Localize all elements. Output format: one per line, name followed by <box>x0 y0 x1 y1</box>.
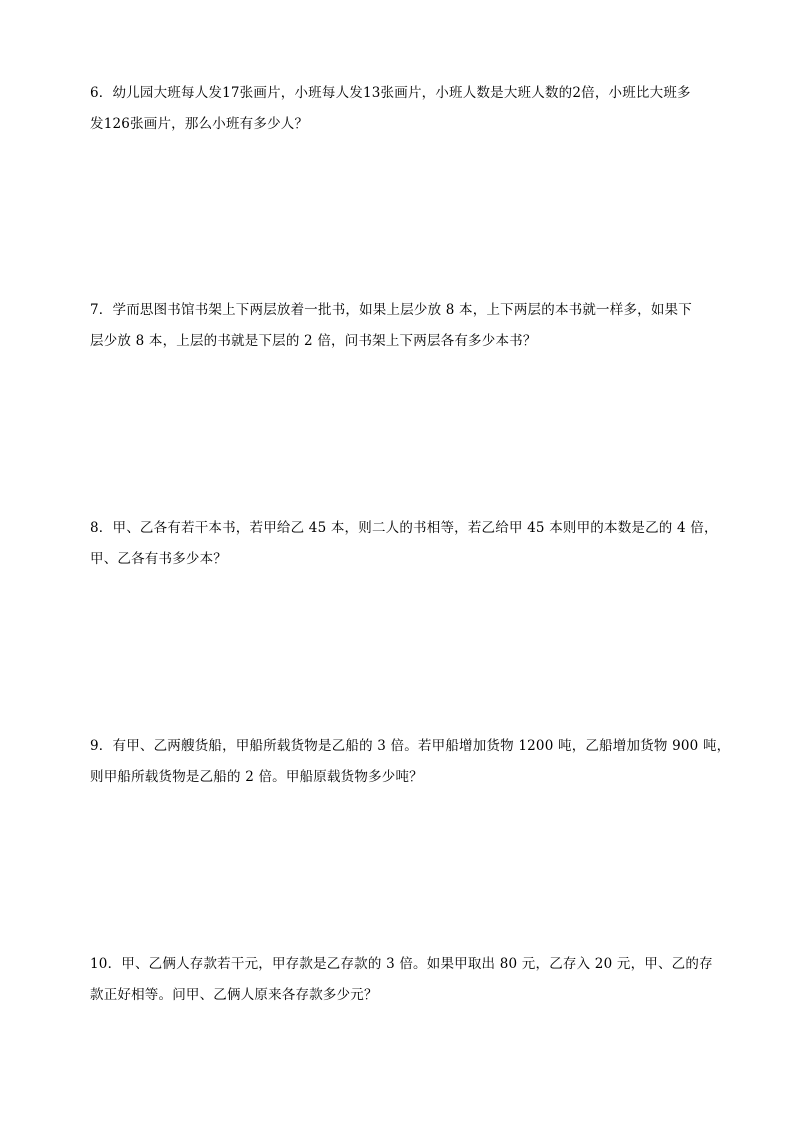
question-8-line-1: 8．甲、乙各有若干本书，若甲给乙 45 本，则二人的书相等，若乙给甲 45 本则甲的本数是乙的 4 倍， <box>90 520 718 536</box>
question-6 <box>90 78 720 140</box>
question-6-line-2: 发126张画片，那么小班有多少人？ <box>90 116 309 132</box>
question-7-line-2: 层少放 8 本，上层的书就是下层的 2 倍，问书架上下两层各有多少本书？ <box>90 333 537 349</box>
question-7-line-1: 7．学而思图书馆书架上下两层放着一批书，如果上层少放 8 本，上下两层的本书就一样多，如果下 <box>90 302 692 318</box>
question-8 <box>90 513 720 575</box>
question-6-line-1: 6．幼儿园大班每人发17张画片，小班每人发13张画片，小班人数是大班人数的2倍，小班比大班多 <box>90 85 691 101</box>
question-9 <box>90 731 731 793</box>
question-10 <box>90 949 720 1011</box>
question-8-line-2: 甲、乙各有书多少本？ <box>90 551 227 567</box>
question-10-line-1: 10．甲、乙俩人存款若干元，甲存款是乙存款的 3 倍。如果甲取出 80 元，乙存入 20 元，甲、乙的存 <box>90 956 713 972</box>
question-9-line-1: 9．有甲、乙两艘货船，甲船所载货物是乙船的 3 倍。若甲船增加货物 1200 吨，乙船增加货物 900 吨， <box>90 738 731 754</box>
question-7 <box>90 295 720 357</box>
question-9-line-2: 则甲船所载货物是乙船的 2 倍。甲船原载货物多少吨？ <box>90 769 423 785</box>
question-10-line-2: 款正好相等。问甲、乙俩人原来各存款多少元？ <box>90 987 378 1003</box>
